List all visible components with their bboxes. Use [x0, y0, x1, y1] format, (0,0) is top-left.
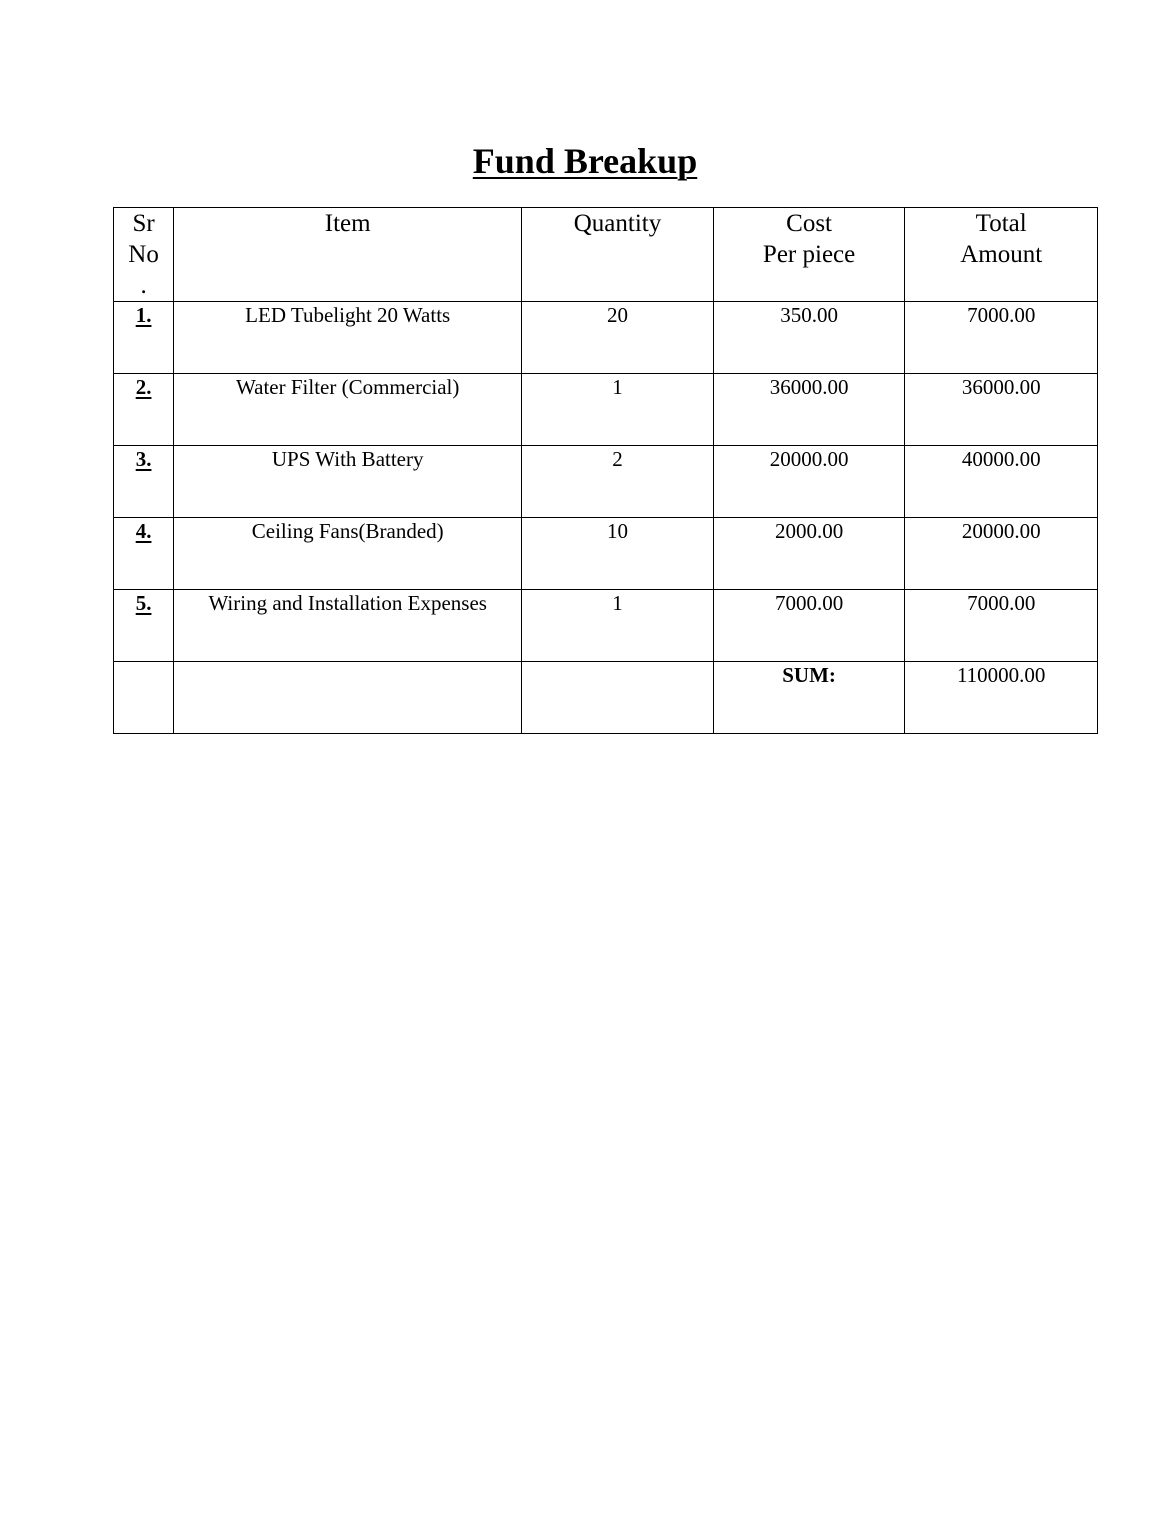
header-sr-no: [114, 208, 174, 302]
total-cell: 20000.00: [905, 518, 1098, 590]
sr-no: 3.: [135, 447, 152, 471]
header-item: [174, 208, 522, 302]
header-quantity-label: Quantity: [573, 210, 662, 237]
header-total-amount: [905, 208, 1098, 302]
cost-cell: 20000.00: [713, 446, 905, 518]
item-cell: Wiring and Installation Expenses: [174, 590, 522, 662]
total-cell: 7000.00: [905, 302, 1098, 374]
item-cell: LED Tubelight 20 Watts: [174, 302, 522, 374]
sr-no-cell: [114, 446, 174, 518]
quantity-cell: 1: [522, 590, 714, 662]
sr-no: 1.: [135, 303, 152, 327]
item-cell: Water Filter (Commercial): [174, 374, 522, 446]
cost-cell: 350.00: [713, 302, 905, 374]
header-quantity: [522, 208, 714, 302]
table-row: [114, 302, 1098, 374]
total-cell: 36000.00: [905, 374, 1098, 446]
table-row: [114, 374, 1098, 446]
fund-breakup-table: [113, 207, 1098, 734]
header-cost-line-2: Per piece: [762, 241, 856, 268]
cost-cell: 7000.00: [713, 590, 905, 662]
header-cost-per-piece: [713, 208, 905, 302]
sr-no: 4.: [135, 519, 152, 543]
quantity-cell: 10: [522, 518, 714, 590]
header-sr-line-3: .: [140, 272, 147, 299]
sr-no-cell: [114, 302, 174, 374]
total-cell: 40000.00: [905, 446, 1098, 518]
header-item-label: Item: [324, 210, 371, 237]
header-sr-line-1: Sr: [132, 210, 155, 237]
page-title: Fund Breakup: [472, 141, 698, 181]
empty-cell: [114, 662, 174, 734]
cost-cell: 36000.00: [713, 374, 905, 446]
header-sr-line-2: No: [128, 241, 159, 268]
quantity-cell: 20: [522, 302, 714, 374]
table-row: [114, 518, 1098, 590]
empty-cell: [174, 662, 522, 734]
sum-row: [114, 662, 1098, 734]
header-total-line-2: Amount: [960, 241, 1043, 268]
empty-cell: [522, 662, 714, 734]
quantity-cell: 2: [522, 446, 714, 518]
sum-total: 110000.00: [905, 662, 1098, 734]
table-body: [114, 302, 1098, 734]
header-cost-line-1: Cost: [786, 210, 833, 237]
sr-no-cell: [114, 518, 174, 590]
table-header: [114, 208, 1098, 302]
sr-no: 5.: [135, 591, 152, 615]
header-row: [114, 208, 1098, 302]
sr-no-cell: [114, 374, 174, 446]
item-cell: UPS With Battery: [174, 446, 522, 518]
sr-no: 2.: [135, 375, 152, 399]
table-row: [114, 446, 1098, 518]
total-cell: 7000.00: [905, 590, 1098, 662]
header-total-line-1: Total: [975, 210, 1027, 237]
sr-no-cell: [114, 590, 174, 662]
item-cell: Ceiling Fans(Branded): [174, 518, 522, 590]
cost-cell: 2000.00: [713, 518, 905, 590]
table-row: [114, 590, 1098, 662]
sum-label: SUM:: [713, 662, 905, 734]
quantity-cell: 1: [522, 374, 714, 446]
